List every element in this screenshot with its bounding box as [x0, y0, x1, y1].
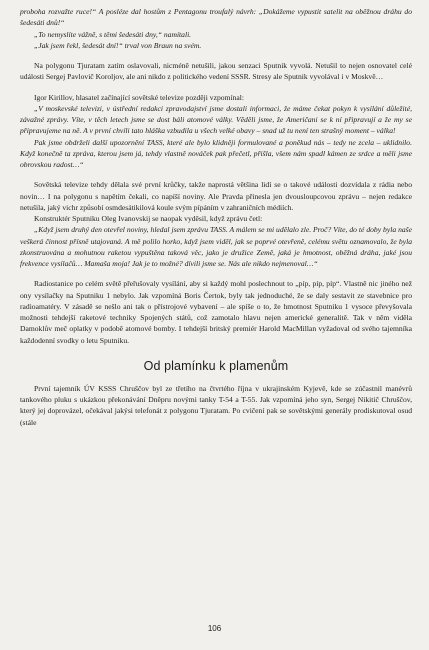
paragraph-p9: Konstruktér Sputniku Oleg Ivanovskij se naopak vyděsil, když zprávu četl: [34, 214, 263, 223]
paragraph-p11: Radiostanice po celém světě přeřušovaly vysílání, aby si každý mohl poslechnout to „píp, píp, píp“. Vlastně nic jiného než ony vysílačky na Sputniku 1 nebylo. Jak vzpomíná Boris Čertok, byly tak jednoduché, že se daly sestavit ze stavebnice pro radioamatéry. V zásadě se nešlo ani tak o přístrojové vybavení – ale spíše o to, že hmotnost Sputniku 1 vysoce převyšovala možnosti tehdejší raketové techniky Spojených států, což zamotalo hlavu nejen americké generalitě. Tak v něm viděla Damoklův meč oplatky v podobě atomové bomby. I tehdejší britský premiér Harold MacMillan vyžadoval od svého tajemníka každodenní svodky o letu Sputniku. [20, 279, 412, 345]
paragraph-p3: „Jak jsem řekl, šedesát dní!“ trval von Braun na svém. [34, 40, 202, 50]
paragraph-p8: Sovětská televize tehdy dělala své první krůčky, takže naprostá většina lidí se o takové události dozvídala z rádia nebo novin… I na polygonu s napětím čekali, co napíší noviny. Ale Pravda přinesla jen dvousloupcovou zprávu – nejen redakce netušila, jaký vichr způsobí osmdesátikilová koule svým pípáním v zahraničních médiích. [20, 180, 412, 212]
paragraph-p12: První tajemník ÚV KSSS Chruščov byl ze třetího na čtvrtého října v ukrajinském Kyjevě, kde se zúčastnil manévrů tankového pluku s ukázkou překonávání Dněpru novými tanky T-54 a T-55. Jak vzpomíná jeho syn, Sergej Nikitič Chruščov, který jej doprovázel, očekával jakýsi telefonát z polygonu Tjuratam. Po cvičení pak se sovětskými generály prodiskutoval osud (stále [20, 383, 412, 427]
page-number: 106 [207, 624, 222, 633]
paragraph-p1: proboha rozvažte ruce!“ A posléze dal hostům z Pentagonu troufalý návrh: „Dokážeme vypustit satelit na oběžnou dráhu do šedesáti dnů!“ [20, 7, 412, 28]
text-column-top [20, 6, 412, 346]
section-heading: Od plamínku k plamenům [143, 358, 289, 373]
paragraph-p7: Pak jsme obdrželi další upozornění TASS, které ale bylo klidněji formulované a poněkud nás – tedy ne zcela – uklidnilo. Když konečně ta zpráva, kterou jsem já, tehdy vlastně nováček pak přečetl, přišla, všem nám spadl kámen ze srdce a měli jsme obrovskou radost…“ [20, 137, 412, 169]
paragraph-p2: „To nemyslíte vážně, s těmi šedesáti dny,“ namítali. [34, 29, 192, 39]
paragraph-p5: Igor Kirillov, hlasatel začínající sovětské televize později vzpomínal: [34, 92, 244, 102]
paragraph-p4: Na polygonu Tjuratam zatím oslavovali, nicméně netušili, jakou senzaci Sputnik vyvolá. Netušil to nejen osnovatel celé události Sergej Pavlovič Koroljov, ale ani nikdo z politického vedení SSSR. Stresy ale Sputnik vyvolával i v Moskvě… [20, 61, 412, 82]
paragraph-p10: „Když jsem druhý den otevřel noviny, hledal jsem zprávu TASS. A málem se mi udělalo zle. Proč? Víte, do té doby byla naše veškerá činnost přísně utajovaná. A mě polilo horko, když jsem viděl, jak se poprvé otevřeně, celému světu oznamovalo, že byla zkonstruována a mohutnou raketou vypuštěna taková věc, jako je družice Země, jaká je hmotnost, oběžná dráha, jaké jsou frekvence vysílačů… Mamaša moja! Jak je to možné? dívili jsme se. Nás ale nikdo nejmenoval…“ [20, 225, 412, 268]
text-column-bottom [20, 383, 412, 428]
paragraph-p6: „V moskevské televizi, v ústřední redakci zpravodajství jsme dostali informaci, že máme čekat pokyn k vysílání důležité, závažné zprávy. Víte, v těch letech jsme se dost báli atomové války. Věděli jsme, že Američani se k ní připravují a že my se připravujeme na ně. A v první chvíli tato hláška vzbudila u všech velké obavy – snad už tu není ten strašný moment – válka! [20, 103, 412, 136]
